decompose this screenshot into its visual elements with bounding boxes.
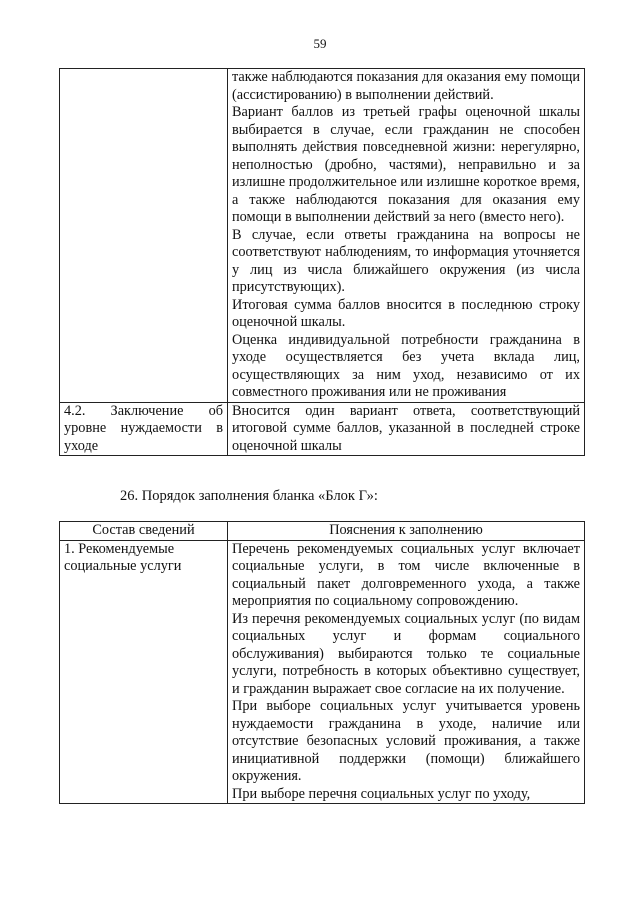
table-cell-left: 1. Рекомендуемые социальные услуги (60, 540, 228, 804)
table-row (60, 69, 585, 403)
paragraph: Вариант баллов из третьей графы оценочной шкалы выбирается в случае, если гражданин не способен выполнять действия повседневной жизни: нерегулярно, неполностью (дробно, частями), неправильно и за излишне продолжительное или излишне короткое время, а также наблюдаются показания для оказания ему помощи в выполнении действий за него (вместо него). (232, 104, 580, 225)
table-cell-right (228, 402, 585, 456)
paragraph: Из перечня рекомендуемых социальных услуг (по видам социальных услуг и формам социального обслуживания) выбираются только те социальные услуги, потребность в которых объективно существует, и гражданин выражает свое согласие на их получение. (232, 610, 580, 697)
paragraph: Вносится один вариант ответа, соответствующий итоговой сумме баллов, указанной в последней строке оценочной шкалы (232, 402, 580, 454)
continuation-table (59, 68, 585, 456)
column-header: Пояснения к заполнению (228, 522, 585, 541)
paragraph: Оценка индивидуальной потребности гражданина в уходе осуществляется без учета вклада лиц, осуществляющих за ним уход, независимо от их совместного проживания или не проживания (232, 331, 580, 400)
table-cell-left (60, 69, 228, 403)
paragraph: При выборе перечня социальных услуг по уходу, (232, 785, 531, 802)
paragraph: Итоговая сумма баллов вносится в последнюю строку оценочной шкалы. (232, 296, 580, 330)
table-cell-left: 4.2. Заключение об уровне нуждаемости в уходе (60, 402, 228, 456)
section-heading: 26. Порядок заполнения бланка «Блок Г»: (120, 488, 378, 504)
table-cell-right (228, 69, 585, 403)
paragraph: В случае, если ответы гражданина на вопросы не соответствуют наблюдениям, то информация уточняется у лиц из числа ближайшего окружения (из числа присутствующих). (232, 226, 580, 295)
column-header: Состав сведений (60, 522, 228, 541)
table-row (60, 402, 585, 456)
paragraph: Перечень рекомендуемых социальных услуг включает социальные услуги, в том числе включенные в социальный пакет долговременного ухода, а также мероприятия по социальному сопровождению. (232, 540, 580, 609)
paragraph: При выборе социальных услуг учитывается уровень нуждаемости гражданина в уходе, наличие или отсутствие безопасных условий проживания, а также инициативной поддержки (помощи) ближайшего окружения. (232, 698, 580, 784)
table-header-row (60, 522, 585, 541)
table-row (60, 540, 585, 804)
table-cell-right (228, 540, 585, 804)
paragraph: также наблюдаются показания для оказания ему помощи (ассистированию) в выполнении действий. (232, 69, 580, 103)
block-g-table (59, 521, 585, 804)
page-number: 59 (313, 36, 327, 51)
